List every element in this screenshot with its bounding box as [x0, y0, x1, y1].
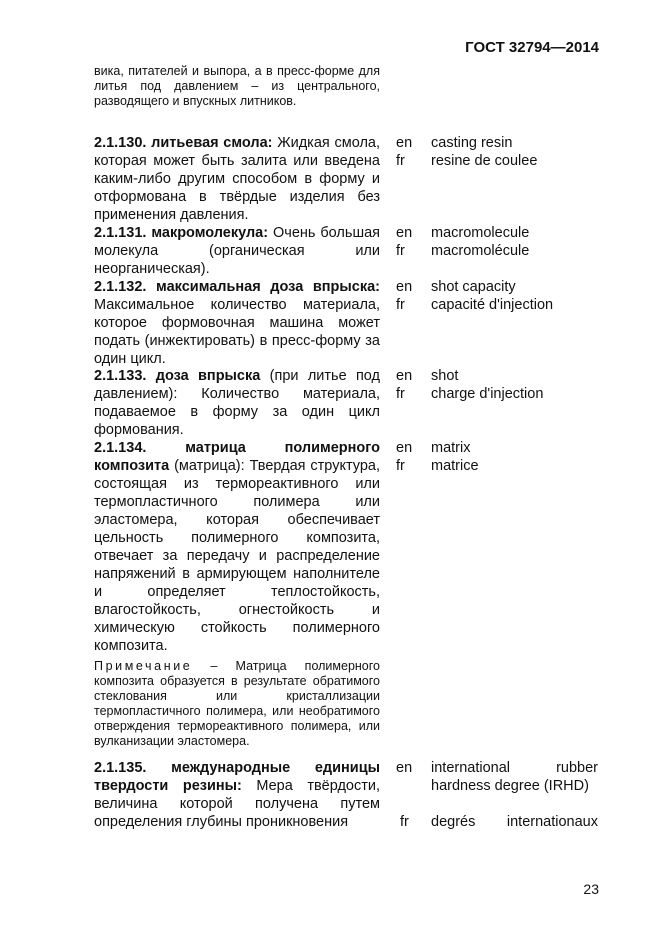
lang-code-en: en	[396, 760, 413, 776]
french-equivalent: resine de coulee	[431, 153, 538, 169]
entry-number: 2.1.134.	[94, 440, 147, 456]
entry-definition: Жидкая смола, которая может быть залита или введена каким-либо другим способом в форму и отформована в твёрдые изделия без применения давления.	[94, 135, 380, 223]
term-entry-2-1-132	[94, 278, 598, 368]
entry-number: 2.1.130.	[94, 135, 147, 151]
entry-term: матрица полимерного композита	[94, 440, 380, 474]
english-equivalent: casting resin	[431, 135, 513, 151]
english-equivalent: shot capacity	[431, 279, 516, 295]
definition-block	[94, 439, 380, 655]
entry-number: 2.1.133.	[94, 368, 147, 384]
lang-code-fr: fr	[396, 153, 405, 169]
entry-term: максимальная доза впрыска:	[156, 279, 380, 295]
note-block	[94, 659, 380, 749]
english-equivalent: shot	[431, 368, 459, 384]
entry-term: макромолекула:	[151, 225, 269, 241]
continuation-text: вика, питателей и выпора, а в пресс-форме для литья под давлением – из центрального, разводящего и впускных литников.	[94, 64, 380, 108]
french-equivalent: macromolécule	[431, 243, 530, 259]
lang-code-en: en	[396, 368, 413, 384]
french-equivalent: degrés internationaux	[431, 814, 598, 830]
french-equivalent: charge d'injection	[431, 386, 544, 402]
entry-term: международные единицы твердости резины:	[94, 760, 380, 794]
lang-code-en: en	[396, 440, 413, 456]
entry-definition: Мера твёрдости, величина которой получена путем определения глубины проникновения	[94, 778, 381, 830]
lang-code-fr: fr	[396, 458, 405, 474]
note-label: Примечание	[94, 659, 193, 673]
term-entry-2-1-130	[94, 134, 598, 224]
definition-block	[94, 224, 380, 278]
entry-number: 2.1.132.	[94, 279, 147, 295]
lang-code-en: en	[396, 225, 413, 241]
entry-number: 2.1.135.	[94, 760, 147, 776]
english-equivalent: matrix	[431, 440, 471, 456]
term-entry-2-1-131	[94, 224, 598, 278]
entry-definition: Количество материала, подаваемое в форму за один цикл формования.	[94, 386, 381, 438]
note-text: – Матрица полимерного композита образуется в результате обратимого стеклования или кристаллизации термопластичного полимера, или необратимого отверждения термореактивного полимера, или вулканизации эластомера.	[94, 659, 380, 748]
lang-code-en: en	[396, 135, 413, 151]
term-entry-2-1-133	[94, 367, 598, 439]
entry-term: доза впрыска	[155, 368, 261, 384]
term-entry-2-1-135	[94, 759, 598, 831]
definition-block	[94, 367, 380, 439]
definition-block	[94, 278, 380, 368]
lang-code-fr: fr	[396, 386, 405, 402]
entry-definition: Твердая структура, состоящая из термореактивного или термопластичного полимера или эластомера, которая обеспечивает цельность полимерного композита, отвечает за передачу и распределение напряжений в армирующем наполнителе и определяет теплостойкость, влагостойкость, огнестойкость и химическую стойкость полимерного композита.	[94, 458, 380, 654]
lang-code-fr: fr	[396, 297, 405, 313]
lang-code-fr: fr	[400, 814, 409, 830]
entry-term: литьевая смола:	[151, 135, 273, 151]
lang-code-en: en	[396, 279, 413, 295]
lang-code-fr: fr	[396, 243, 405, 259]
english-equivalent: macromolecule	[431, 225, 530, 241]
entry-qualifier: (при литье под давлением):	[94, 368, 381, 402]
entry-definition: Очень большая молекула (органическая или неорганическая).	[94, 225, 380, 277]
entry-definition: Максимальное количество материала, которое формовочная машина может подать (инжектировать) в пресс-форму за один цикл.	[94, 297, 380, 367]
term-entry-2-1-134	[94, 439, 598, 655]
english-equivalent: international rubber hardness degree (IRHD)	[431, 760, 598, 794]
french-equivalent: capacité d'injection	[431, 297, 554, 313]
document-standard-header: ГОСТ 32794—2014	[465, 39, 599, 56]
entry-qualifier: (матрица):	[174, 458, 245, 474]
definition-block	[94, 134, 380, 224]
french-equivalent: matrice	[431, 458, 479, 474]
definition-block	[94, 759, 380, 831]
page-number: 23	[583, 881, 599, 897]
entry-number: 2.1.131.	[94, 225, 147, 241]
